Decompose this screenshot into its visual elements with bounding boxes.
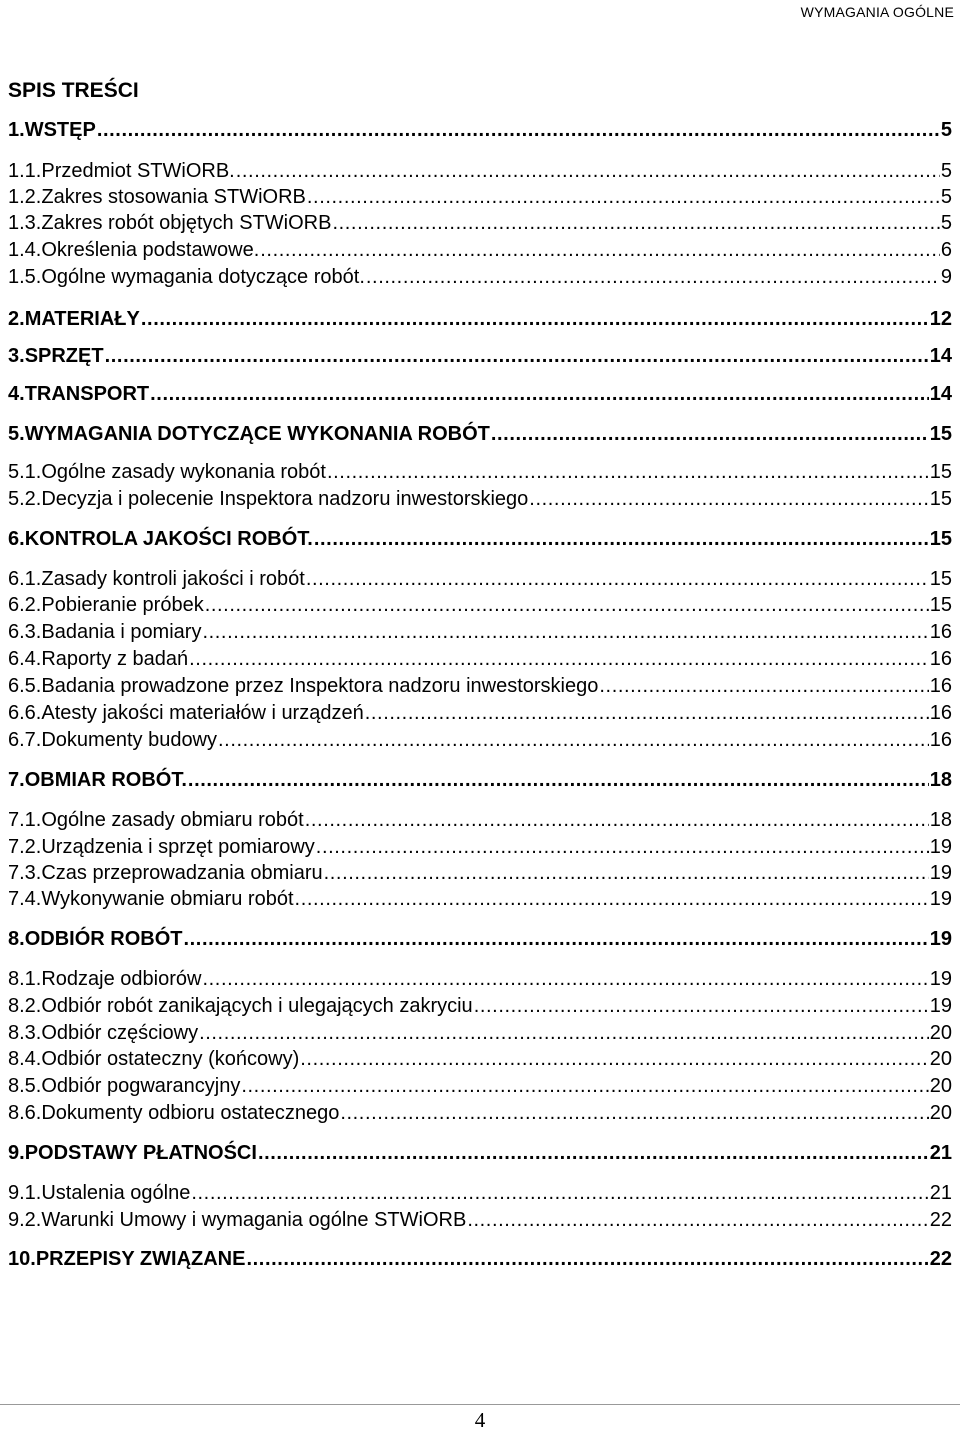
toc-entry-number: 6.3. xyxy=(8,621,42,643)
toc-entry-text: Wykonywanie obmiaru robót xyxy=(41,888,294,910)
toc-entry-text: OBMIAR ROBÓT. xyxy=(24,769,187,791)
toc-entry-text: Ogólne zasady wykonania robót xyxy=(41,461,326,483)
toc-entry-number: 6.7. xyxy=(8,729,42,751)
toc-entry-text: Ogólne zasady obmiaru robót xyxy=(41,809,304,831)
toc-entry[interactable] xyxy=(8,343,952,369)
toc-entry-page: 18 xyxy=(929,809,952,831)
toc-dot-leader xyxy=(199,1020,929,1046)
toc-dot-leader xyxy=(260,237,940,263)
toc-dot-leader xyxy=(150,381,929,407)
toc-entry-page: 20 xyxy=(929,1048,952,1070)
toc-entry[interactable] xyxy=(8,1180,952,1206)
toc-entry-text: Odbiór ostateczny (końcowy) xyxy=(41,1048,300,1070)
toc-entry-text: Atesty jakości materiałów i urządzeń xyxy=(41,702,364,724)
toc-dot-leader xyxy=(205,592,929,618)
toc-title: SPIS TREŚCI xyxy=(8,79,139,102)
toc-dot-leader xyxy=(141,306,929,332)
toc-entry[interactable] xyxy=(8,210,952,236)
toc-entry[interactable] xyxy=(8,117,952,143)
toc-entry-number: 8.2. xyxy=(8,995,42,1017)
toc-entry-page: 16 xyxy=(929,702,952,724)
toc-entry-number: 4. xyxy=(8,383,25,405)
toc-entry-page: 5 xyxy=(940,186,952,208)
toc-entry[interactable] xyxy=(8,1207,952,1233)
toc-entry[interactable] xyxy=(8,566,952,592)
toc-entry[interactable] xyxy=(8,381,952,407)
toc-dot-leader xyxy=(202,619,928,645)
toc-entry-text: Rodzaje odbiorów xyxy=(41,968,202,990)
toc-entry-text: Dokumenty odbioru ostatecznego xyxy=(41,1102,340,1124)
toc-entry-page: 19 xyxy=(929,862,952,884)
toc-entry-number: 6. xyxy=(8,528,25,550)
toc-dot-leader xyxy=(236,158,940,184)
toc-entry-text: Decyzja i polecenie Inspektora nadzoru inwestorskiego xyxy=(41,488,529,510)
toc-entry-number: 5.1. xyxy=(8,461,42,483)
toc-entry-text: Czas przeprowadzania obmiaru xyxy=(41,862,323,884)
toc-entry-number: 7.3. xyxy=(8,862,42,884)
toc-entry[interactable] xyxy=(8,184,952,210)
page-footer xyxy=(0,1404,960,1432)
toc-dot-leader xyxy=(241,1073,928,1099)
toc-entry-text: Badania prowadzone przez Inspektora nadzoru inwestorskiego xyxy=(41,675,599,697)
toc-entry-page: 14 xyxy=(929,345,952,367)
toc-entry[interactable] xyxy=(8,886,952,912)
toc-entry-text: Przedmiot STWiORB. xyxy=(41,160,235,182)
toc-entry[interactable] xyxy=(8,306,952,332)
toc-entry-number: 5.2. xyxy=(8,488,42,510)
toc-entry[interactable] xyxy=(8,1046,952,1072)
toc-entry-number: 9.1. xyxy=(8,1182,42,1204)
toc-entry-number: 7.4. xyxy=(8,888,42,910)
toc-entry-page: 5 xyxy=(940,212,952,234)
toc-entry-text: Raporty z badań xyxy=(41,648,189,670)
toc-entry-text: Odbiór częściowy xyxy=(41,1022,199,1044)
toc-entry-page: 18 xyxy=(929,769,952,791)
toc-entry-page: 15 xyxy=(929,461,952,483)
toc-entry-text: WSTĘP xyxy=(24,119,96,141)
toc-dot-leader xyxy=(474,993,929,1019)
toc-entry-text: Warunki Umowy i wymagania ogólne STWiORB xyxy=(41,1209,467,1231)
toc-entry-page: 15 xyxy=(929,568,952,590)
toc-dot-leader xyxy=(467,1207,928,1233)
toc-entry-page: 15 xyxy=(929,488,952,510)
toc-entry[interactable] xyxy=(8,993,952,1019)
toc-dot-leader xyxy=(189,646,929,672)
toc-entry-page: 6 xyxy=(940,239,952,261)
toc-dot-leader xyxy=(314,526,929,552)
toc-entry[interactable] xyxy=(8,807,952,833)
toc-entry-page: 19 xyxy=(929,888,952,910)
toc-entry-text: Ogólne wymagania dotyczące robót. xyxy=(41,266,365,288)
toc-entry-number: 9.2. xyxy=(8,1209,42,1231)
toc-entry-number: 8.5. xyxy=(8,1075,42,1097)
toc-entry-text: MATERIAŁY xyxy=(24,308,140,330)
toc-entry[interactable] xyxy=(8,459,952,485)
toc-entry-page: 19 xyxy=(929,836,952,858)
toc-dot-leader xyxy=(97,117,940,143)
toc-entry-number: 1.5. xyxy=(8,266,42,288)
toc-entry[interactable] xyxy=(8,860,952,886)
toc-entry-page: 22 xyxy=(929,1248,952,1270)
toc-entry-number: 1.4. xyxy=(8,239,42,261)
toc-entry[interactable] xyxy=(8,1246,952,1272)
toc-entry-page: 20 xyxy=(929,1102,952,1124)
toc-dot-leader xyxy=(307,184,940,210)
toc-entry[interactable] xyxy=(8,526,952,552)
toc-entry-text: ODBIÓR ROBÓT xyxy=(24,928,183,950)
toc-entry-text: PRZEPISY ZWIĄZANE xyxy=(35,1248,246,1270)
toc-dot-leader xyxy=(316,834,929,860)
toc-entry[interactable] xyxy=(8,592,952,618)
toc-entry-page: 12 xyxy=(929,308,952,330)
toc-entry-number: 6.1. xyxy=(8,568,42,590)
toc-entry-text: Ustalenia ogólne xyxy=(41,1182,191,1204)
toc-entry-page: 19 xyxy=(929,928,952,950)
toc-entry-page: 22 xyxy=(929,1209,952,1231)
toc-dot-leader xyxy=(324,860,929,886)
toc-entry[interactable] xyxy=(8,158,952,184)
toc-entry-number: 6.2. xyxy=(8,594,42,616)
toc-entry[interactable] xyxy=(8,264,952,290)
toc-entry-number: 8. xyxy=(8,928,25,950)
toc-entry-number: 7. xyxy=(8,769,25,791)
toc-entry-page: 21 xyxy=(929,1142,952,1164)
toc-entry[interactable] xyxy=(8,619,952,645)
toc-entry-text: TRANSPORT xyxy=(24,383,150,405)
toc-entry[interactable] xyxy=(8,237,952,263)
toc-entry-page: 9 xyxy=(940,266,952,288)
toc-dot-leader xyxy=(218,727,929,753)
toc-entry-text: Zakres stosowania STWiORB xyxy=(41,186,306,208)
toc-entry-text: Zakres robót objętych STWiORB xyxy=(41,212,332,234)
toc-entry-text: Odbiór robót zanikających i ulegających zakryciu xyxy=(41,995,473,1017)
toc-entry-page: 16 xyxy=(929,675,952,697)
toc-dot-leader xyxy=(258,1140,929,1166)
toc-entry-number: 2. xyxy=(8,308,25,330)
toc-entry-number: 8.3. xyxy=(8,1022,42,1044)
toc-entry-number: 6.5. xyxy=(8,675,42,697)
toc-dot-leader xyxy=(188,767,929,793)
toc-entry-page: 15 xyxy=(929,528,952,550)
toc-entry-page: 16 xyxy=(929,648,952,670)
toc-entry[interactable] xyxy=(8,673,952,699)
toc-entry[interactable] xyxy=(8,966,952,992)
toc-dot-leader xyxy=(599,673,928,699)
toc-entry-page: 19 xyxy=(929,995,952,1017)
toc-entry-number: 8.4. xyxy=(8,1048,42,1070)
toc-entry-number: 5. xyxy=(8,423,25,445)
toc-entry-number: 7.2. xyxy=(8,836,42,858)
toc-dot-leader xyxy=(491,421,929,447)
toc-dot-leader xyxy=(246,1246,928,1272)
toc-entry-number: 7.1. xyxy=(8,809,42,831)
toc-dot-leader xyxy=(105,343,929,369)
toc-entry-page: 16 xyxy=(929,729,952,751)
toc-entry-text: Określenia podstawowe. xyxy=(41,239,260,261)
toc-entry-number: 8.6. xyxy=(8,1102,42,1124)
toc-entry-number: 1.1. xyxy=(8,160,42,182)
toc-entry-number: 6.4. xyxy=(8,648,42,670)
toc-entry[interactable] xyxy=(8,700,952,726)
toc-entry-page: 19 xyxy=(929,968,952,990)
toc-entry-text: Badania i pomiary xyxy=(41,621,202,643)
toc-entry-number: 10. xyxy=(8,1248,36,1270)
toc-entry-number: 1. xyxy=(8,119,25,141)
toc-entry-page: 20 xyxy=(929,1022,952,1044)
toc-entry-text: Pobieranie próbek xyxy=(41,594,204,616)
toc-entry-text: Zasady kontroli jakości i robót xyxy=(41,568,305,590)
footer-rule xyxy=(0,1404,960,1405)
toc-entry-text: Odbiór pogwarancyjny xyxy=(41,1075,241,1097)
toc-dot-leader xyxy=(365,700,929,726)
toc-entry[interactable] xyxy=(8,834,952,860)
toc-entry-page: 20 xyxy=(929,1075,952,1097)
toc-entry-number: 6.6. xyxy=(8,702,42,724)
toc-dot-leader xyxy=(366,264,940,290)
toc-entry-page: 16 xyxy=(929,621,952,643)
toc-entry[interactable] xyxy=(8,486,952,512)
toc-entry[interactable] xyxy=(8,421,952,447)
toc-entry[interactable] xyxy=(8,767,952,793)
toc-dot-leader xyxy=(529,486,928,512)
toc-entry-page: 15 xyxy=(929,594,952,616)
toc-entry-number: 9. xyxy=(8,1142,25,1164)
toc-entry[interactable] xyxy=(8,727,952,753)
toc-entry-page: 15 xyxy=(929,423,952,445)
toc-entry[interactable] xyxy=(8,1020,952,1046)
toc-entry[interactable] xyxy=(8,1073,952,1099)
toc-entry[interactable] xyxy=(8,1100,952,1126)
toc-entry-number: 1.3. xyxy=(8,212,42,234)
toc-entry[interactable] xyxy=(8,646,952,672)
toc-entry-text: KONTROLA JAKOŚCI ROBÓT. xyxy=(24,528,313,550)
toc-dot-leader xyxy=(327,459,929,485)
toc-entry-text: Dokumenty budowy xyxy=(41,729,218,751)
toc-dot-leader xyxy=(295,886,929,912)
toc-entry-number: 1.2. xyxy=(8,186,42,208)
toc-entry-page: 5 xyxy=(940,119,952,141)
toc-dot-leader xyxy=(191,1180,928,1206)
toc-entry-number: 3. xyxy=(8,345,25,367)
toc-entry-page: 21 xyxy=(929,1182,952,1204)
page-number: 4 xyxy=(474,1408,486,1432)
toc-dot-leader xyxy=(306,566,929,592)
toc-entry[interactable] xyxy=(8,1140,952,1166)
toc-dot-leader xyxy=(305,807,929,833)
toc-entry-text: SPRZĘT xyxy=(24,345,104,367)
toc-entry[interactable] xyxy=(8,926,952,952)
toc-entry-text: PODSTAWY PŁATNOŚCI xyxy=(24,1142,257,1164)
toc-dot-leader xyxy=(300,1046,929,1072)
toc-entry-page: 14 xyxy=(929,383,952,405)
toc-entry-text: WYMAGANIA DOTYCZĄCE WYKONANIA ROBÓT xyxy=(24,423,490,445)
running-header: WYMAGANIA OGÓLNE xyxy=(800,4,954,20)
toc-entry-page: 5 xyxy=(940,160,952,182)
toc-dot-leader xyxy=(202,966,928,992)
toc-dot-leader xyxy=(183,926,928,952)
toc-dot-leader xyxy=(340,1100,928,1126)
toc-entry-text: Urządzenia i sprzęt pomiarowy xyxy=(41,836,315,858)
toc-dot-leader xyxy=(332,210,939,236)
toc-entry-number: 8.1. xyxy=(8,968,42,990)
